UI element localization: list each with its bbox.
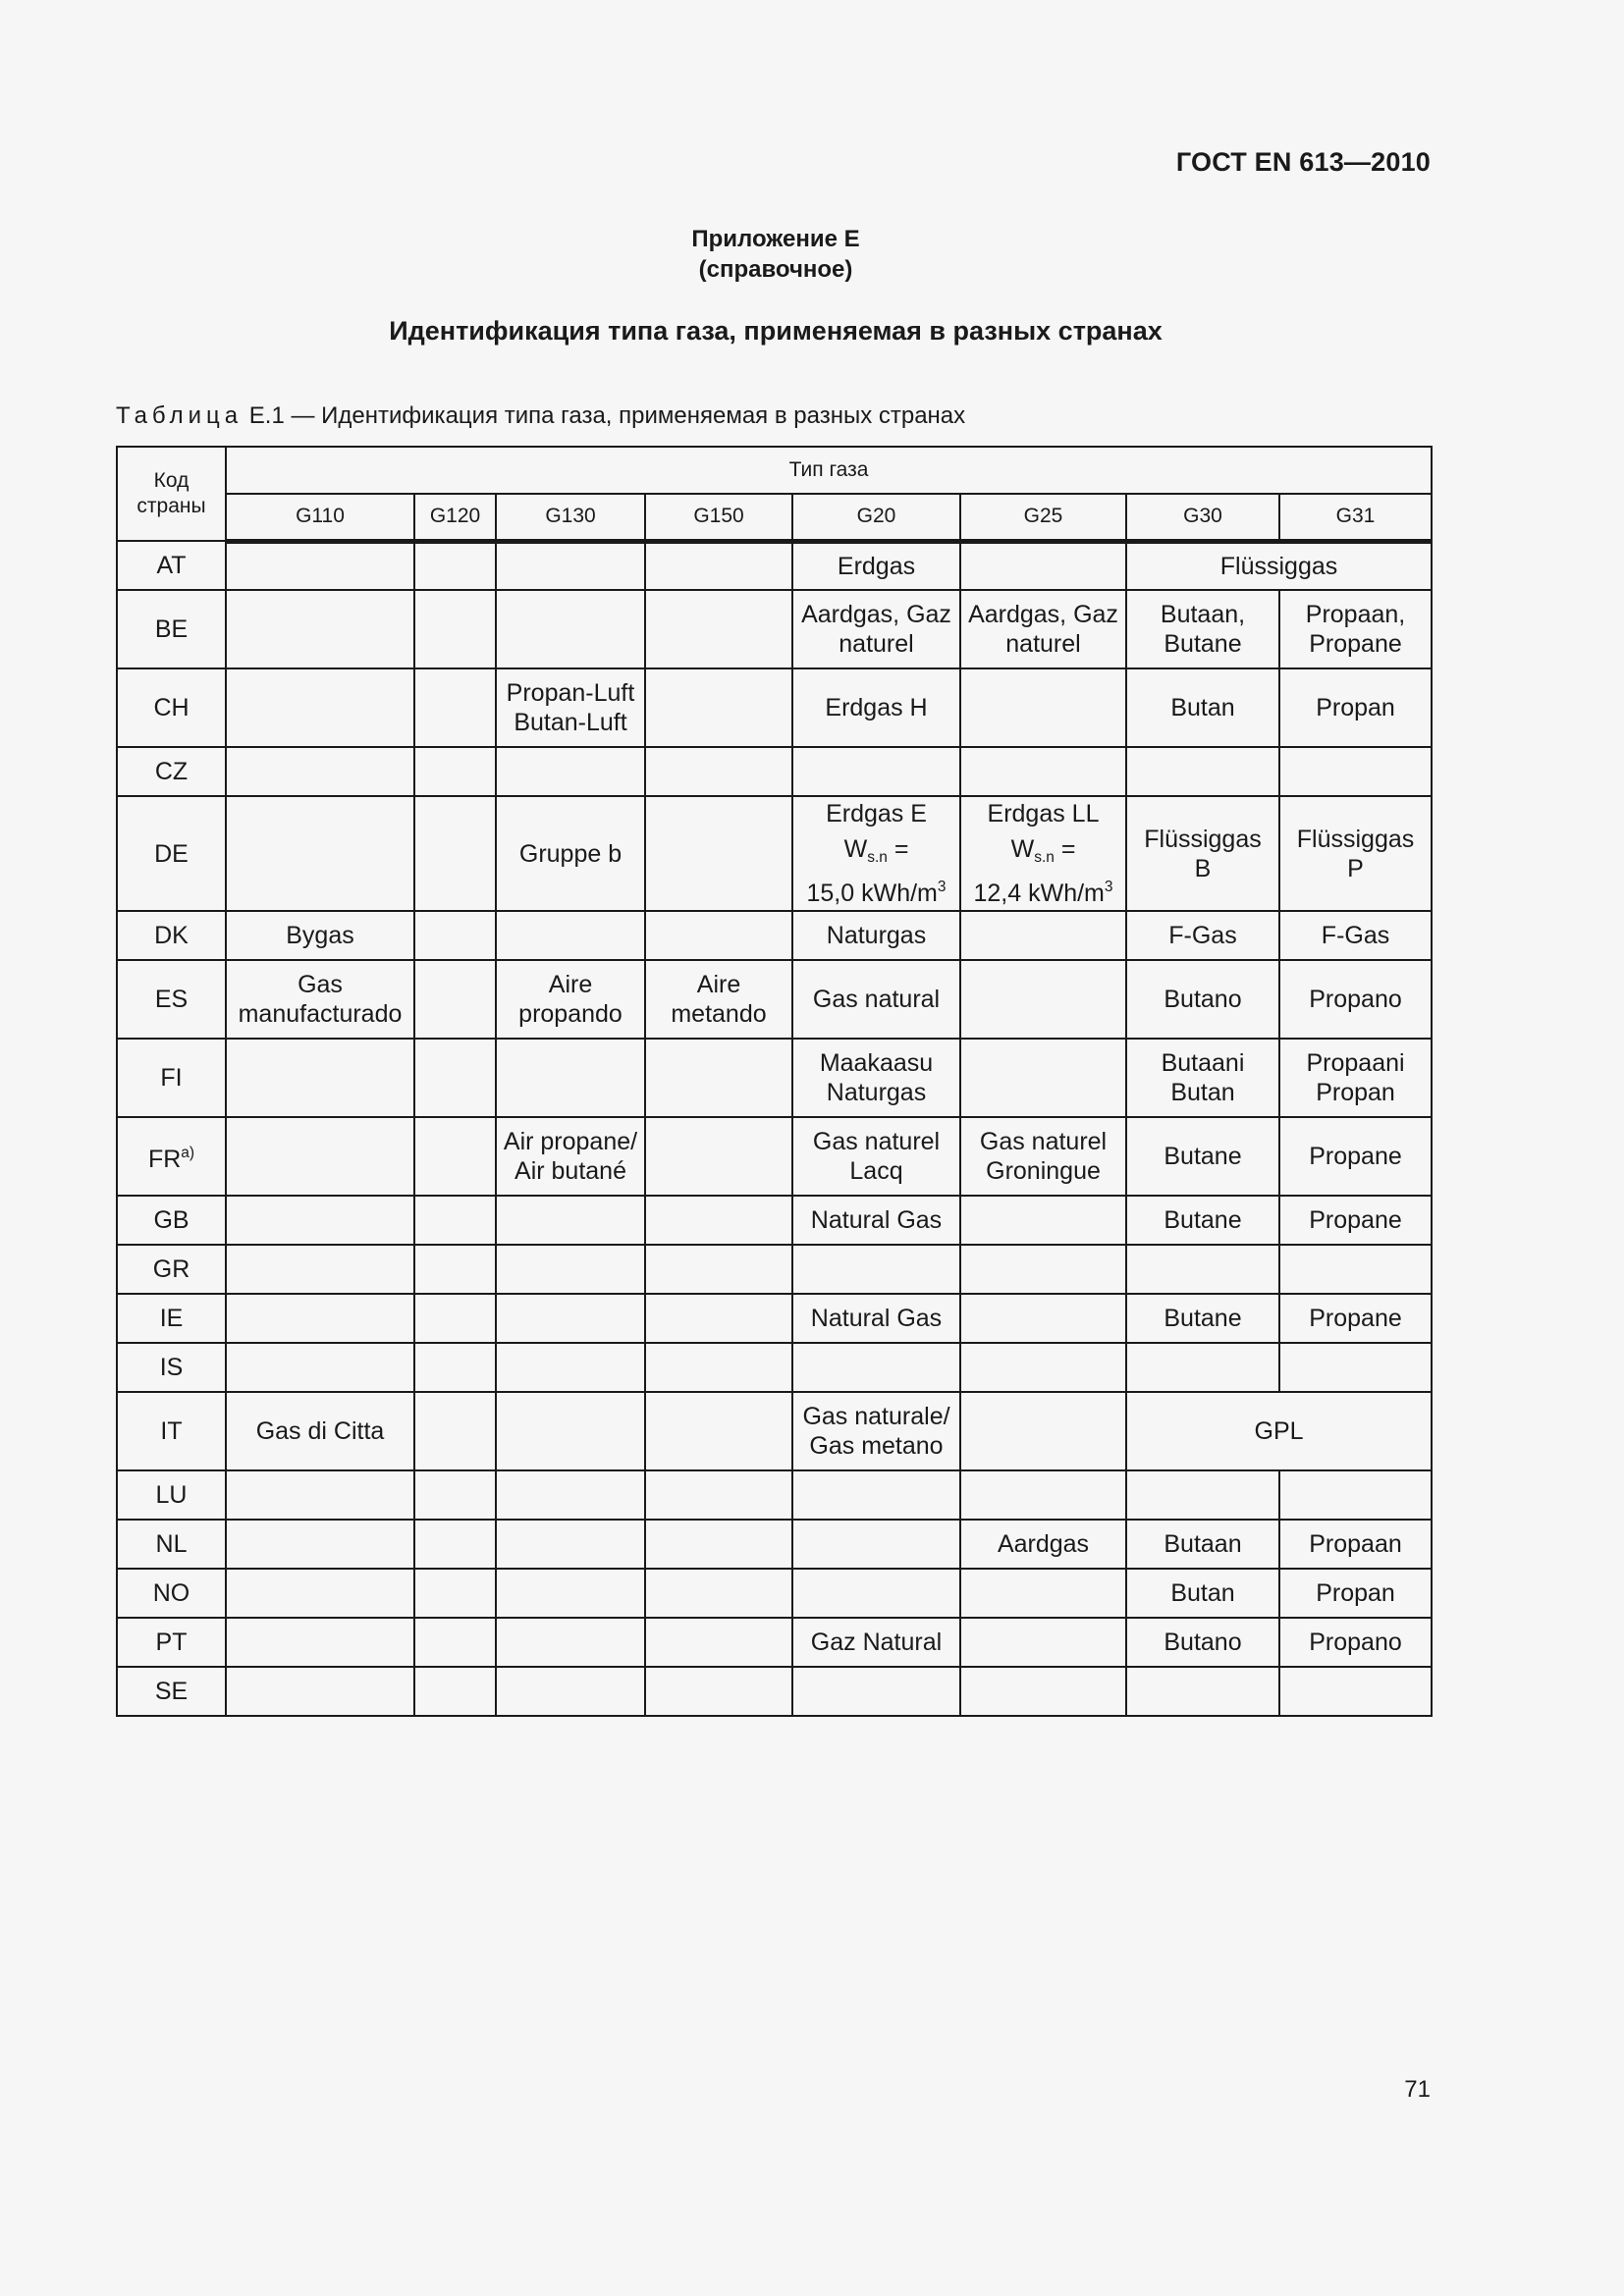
cell-g110 (226, 1294, 414, 1343)
country-code: ES (117, 960, 226, 1039)
cell-g30: Butane (1126, 1294, 1279, 1343)
table-row-lu (117, 1470, 1432, 1520)
cell-g120 (414, 1245, 496, 1294)
cell-g31 (1279, 1470, 1432, 1520)
cell-g31 (1279, 1667, 1432, 1716)
cell-g20 (792, 796, 960, 911)
cell-g25: Aardgas (960, 1520, 1126, 1569)
cell-g20: Natural Gas (792, 1196, 960, 1245)
country-code: LU (117, 1470, 226, 1520)
cell-g31: Flüssiggas P (1279, 796, 1432, 911)
country-code: GR (117, 1245, 226, 1294)
cell-g110 (226, 796, 414, 911)
table-row-se (117, 1667, 1432, 1716)
cell-g150 (645, 1117, 792, 1196)
cell-g150 (645, 796, 792, 911)
country-code: IT (117, 1392, 226, 1470)
cell-g110 (226, 1196, 414, 1245)
cell-g130 (496, 1520, 645, 1569)
table-row-it (117, 1392, 1432, 1470)
cell-g130: Gruppe b (496, 796, 645, 911)
cell-g20: Aardgas, Gaz naturel (792, 590, 960, 668)
cell-g20 (792, 747, 960, 796)
cell-g30: Butane (1126, 1117, 1279, 1196)
cell-g30: F-Gas (1126, 911, 1279, 960)
cell-g31: Propane (1279, 1117, 1432, 1196)
cell-g25 (960, 1343, 1126, 1392)
cell-g110 (226, 1569, 414, 1618)
cell-g30: Butano (1126, 960, 1279, 1039)
cell-g20: Gas naturel Lacq (792, 1117, 960, 1196)
cell-g20: Erdgas H (792, 668, 960, 747)
country-code: DE (117, 796, 226, 911)
de-g20-wobbe: $W_{s.n}$ = (843, 835, 909, 866)
cell-g150 (645, 1196, 792, 1245)
table-caption (116, 402, 965, 430)
cell-g30-g31: GPL (1126, 1392, 1432, 1470)
cell-g110 (226, 747, 414, 796)
page-number: 71 (1404, 2076, 1431, 2103)
table-row-at (117, 541, 1432, 590)
header-g20: G20 (792, 494, 960, 541)
cell-g110 (226, 1667, 414, 1716)
country-code: NO (117, 1569, 226, 1618)
cell-g130: Aire propando (496, 960, 645, 1039)
cell-g120 (414, 1520, 496, 1569)
cell-g30: Butan (1126, 668, 1279, 747)
cell-g20: Gas natural (792, 960, 960, 1039)
table-row-dk (117, 911, 1432, 960)
cell-g110 (226, 541, 414, 590)
country-code: SE (117, 1667, 226, 1716)
table-row-gr (117, 1245, 1432, 1294)
cell-g30: Butaani Butan (1126, 1039, 1279, 1117)
gas-type-table (116, 446, 1433, 1717)
cell-g110 (226, 1039, 414, 1117)
header-country-code: Код страны (117, 447, 226, 541)
cell-g110 (226, 590, 414, 668)
cell-g120 (414, 1470, 496, 1520)
cell-g25 (960, 541, 1126, 590)
cell-g20 (792, 1343, 960, 1392)
cell-g20: Maakaasu Naturgas (792, 1039, 960, 1117)
cell-g25 (960, 1392, 1126, 1470)
cell-g130: Propan-Luft Butan-Luft (496, 668, 645, 747)
cell-g120 (414, 960, 496, 1039)
table-row-cz (117, 747, 1432, 796)
cell-g150 (645, 1343, 792, 1392)
cell-g130 (496, 747, 645, 796)
cell-g20 (792, 1470, 960, 1520)
country-code: IS (117, 1343, 226, 1392)
cell-g30 (1126, 747, 1279, 796)
cell-g31: Propan (1279, 1569, 1432, 1618)
de-g20-value: 15,0 kWh/$m^3$ (806, 879, 947, 907)
cell-g25: Aardgas, Gaz naturel (960, 590, 1126, 668)
cell-g120 (414, 796, 496, 911)
cell-g110 (226, 1117, 414, 1196)
annex-heading (0, 224, 1551, 285)
cell-g30: Butano (1126, 1618, 1279, 1667)
table-row-es (117, 960, 1432, 1039)
cell-g130 (496, 1392, 645, 1470)
cell-g31: Propane (1279, 1196, 1432, 1245)
cell-g25 (960, 1039, 1126, 1117)
cell-g150: Aire metando (645, 960, 792, 1039)
cell-g110 (226, 1245, 414, 1294)
cell-g20 (792, 1667, 960, 1716)
cell-g30: Butane (1126, 1196, 1279, 1245)
cell-g25 (960, 1569, 1126, 1618)
cell-g150 (645, 911, 792, 960)
cell-g20 (792, 1245, 960, 1294)
table-caption-text: E.1 — Идентификация типа газа, применяемая в разных странах (243, 402, 966, 429)
cell-g31: F-Gas (1279, 911, 1432, 960)
country-code: BE (117, 590, 226, 668)
cell-g130 (496, 541, 645, 590)
cell-g110 (226, 1470, 414, 1520)
cell-g20 (792, 1520, 960, 1569)
cell-g25 (960, 1667, 1126, 1716)
cell-g130 (496, 1618, 645, 1667)
cell-g30: Butan (1126, 1569, 1279, 1618)
cell-g120 (414, 1117, 496, 1196)
cell-g30 (1126, 1667, 1279, 1716)
cell-g31: Propan (1279, 668, 1432, 747)
table-row-ch (117, 668, 1432, 747)
country-code: GB (117, 1196, 226, 1245)
cell-g110 (226, 1343, 414, 1392)
cell-g150 (645, 1569, 792, 1618)
table-row-fi (117, 1039, 1432, 1117)
cell-g150 (645, 1618, 792, 1667)
cell-g120 (414, 1569, 496, 1618)
country-code: FR$^{a)}$ (117, 1117, 226, 1196)
cell-g25 (960, 1245, 1126, 1294)
header-g30: G30 (1126, 494, 1279, 541)
table-row-ie (117, 1294, 1432, 1343)
cell-g120 (414, 747, 496, 796)
cell-g31: Propane (1279, 1294, 1432, 1343)
de-g25-value: 12,4 kWh/$m^3$ (973, 879, 1113, 907)
cell-g31: Propano (1279, 1618, 1432, 1667)
cell-g150 (645, 1667, 792, 1716)
cell-g150 (645, 1294, 792, 1343)
cell-g130 (496, 1569, 645, 1618)
annex-title: Идентификация типа газа, применяемая в разных странах (389, 316, 1163, 346)
header-gas-type: Тип газа (226, 447, 1432, 494)
cell-g150 (645, 668, 792, 747)
cell-g30 (1126, 1343, 1279, 1392)
cell-g30-g31: Flüssiggas (1126, 541, 1432, 590)
cell-g31: Propaani Propan (1279, 1039, 1432, 1117)
de-g25-name: Erdgas LL (987, 800, 1100, 828)
cell-g25: Gas naturel Groningue (960, 1117, 1126, 1196)
cell-g130 (496, 1245, 645, 1294)
cell-g110 (226, 1520, 414, 1569)
cell-g130 (496, 911, 645, 960)
cell-g25 (960, 1294, 1126, 1343)
cell-g110: Gas di Citta (226, 1392, 414, 1470)
table-row-nl (117, 1520, 1432, 1569)
table-row-de (117, 796, 1432, 911)
cell-g110 (226, 668, 414, 747)
cell-g150 (645, 1520, 792, 1569)
table-row-fr (117, 1117, 1432, 1196)
cell-g20: Naturgas (792, 911, 960, 960)
table-row-gb (117, 1196, 1432, 1245)
cell-g150 (645, 1392, 792, 1470)
cell-g31: Propano (1279, 960, 1432, 1039)
header-row-gas-types (117, 494, 1432, 541)
table-caption-prefix: Таблица (116, 402, 244, 429)
cell-g150 (645, 1470, 792, 1520)
cell-g150 (645, 1245, 792, 1294)
header-g25: G25 (960, 494, 1126, 541)
cell-g25 (960, 668, 1126, 747)
cell-g150 (645, 541, 792, 590)
annex-label: Приложение E (691, 226, 860, 252)
cell-g25 (960, 1618, 1126, 1667)
document-code: ГОСТ EN 613—2010 (1175, 147, 1431, 177)
country-code: AT (117, 541, 226, 590)
cell-g25 (960, 747, 1126, 796)
cell-g110: Bygas (226, 911, 414, 960)
cell-g31 (1279, 1343, 1432, 1392)
header-g110: G110 (226, 494, 414, 541)
header-g150: G150 (645, 494, 792, 541)
cell-g30: Butaan, Butane (1126, 590, 1279, 668)
cell-g20: Gas naturale/ Gas metano (792, 1392, 960, 1470)
cell-g130 (496, 1294, 645, 1343)
cell-g130 (496, 590, 645, 668)
cell-g120 (414, 668, 496, 747)
cell-g120 (414, 1196, 496, 1245)
cell-g25 (960, 960, 1126, 1039)
cell-g20: Gaz Natural (792, 1618, 960, 1667)
cell-g20: Natural Gas (792, 1294, 960, 1343)
cell-g25 (960, 911, 1126, 960)
cell-g110: Gas manufacturado (226, 960, 414, 1039)
table-row-is (117, 1343, 1432, 1392)
cell-g30 (1126, 1245, 1279, 1294)
cell-g110 (226, 1618, 414, 1667)
header-row-group (117, 447, 1432, 494)
cell-g120 (414, 1392, 496, 1470)
de-g20-name: Erdgas E (826, 800, 927, 828)
country-code: DK (117, 911, 226, 960)
footnote-marker: a) (181, 1145, 195, 1161)
country-code: IE (117, 1294, 226, 1343)
cell-g120 (414, 1294, 496, 1343)
cell-g20: Erdgas (792, 541, 960, 590)
country-code: FI (117, 1039, 226, 1117)
header-g120: G120 (414, 494, 496, 541)
cell-g120 (414, 1343, 496, 1392)
cell-g130 (496, 1343, 645, 1392)
country-code: NL (117, 1520, 226, 1569)
header-g31: G31 (1279, 494, 1432, 541)
cell-g150 (645, 747, 792, 796)
table-row-pt (117, 1618, 1432, 1667)
country-code: CZ (117, 747, 226, 796)
cell-g150 (645, 1039, 792, 1117)
cell-g30 (1126, 1470, 1279, 1520)
cell-g120 (414, 541, 496, 590)
header-g130: G130 (496, 494, 645, 541)
cell-g31 (1279, 747, 1432, 796)
cell-g25 (960, 1196, 1126, 1245)
cell-g120 (414, 590, 496, 668)
table-row-no (117, 1569, 1432, 1618)
table-row-be (117, 590, 1432, 668)
cell-g120 (414, 911, 496, 960)
cell-g130 (496, 1196, 645, 1245)
cell-g25 (960, 796, 1126, 911)
cell-g130 (496, 1470, 645, 1520)
cell-g120 (414, 1618, 496, 1667)
cell-g150 (645, 590, 792, 668)
country-code: CH (117, 668, 226, 747)
cell-g130: Air propane/ Air butané (496, 1117, 645, 1196)
cell-g30: Butaan (1126, 1520, 1279, 1569)
cell-g25 (960, 1470, 1126, 1520)
cell-g31: Propaan, Propane (1279, 590, 1432, 668)
annex-type: (справочное) (698, 256, 853, 283)
cell-g31: Propaan (1279, 1520, 1432, 1569)
cell-g120 (414, 1667, 496, 1716)
cell-g130 (496, 1667, 645, 1716)
country-code: PT (117, 1618, 226, 1667)
cell-g120 (414, 1039, 496, 1117)
cell-g20 (792, 1569, 960, 1618)
cell-g130 (496, 1039, 645, 1117)
cell-g30: Flüssiggas B (1126, 796, 1279, 911)
cell-g31 (1279, 1245, 1432, 1294)
de-g25-wobbe: $W_{s.n}$ = (1010, 835, 1076, 866)
